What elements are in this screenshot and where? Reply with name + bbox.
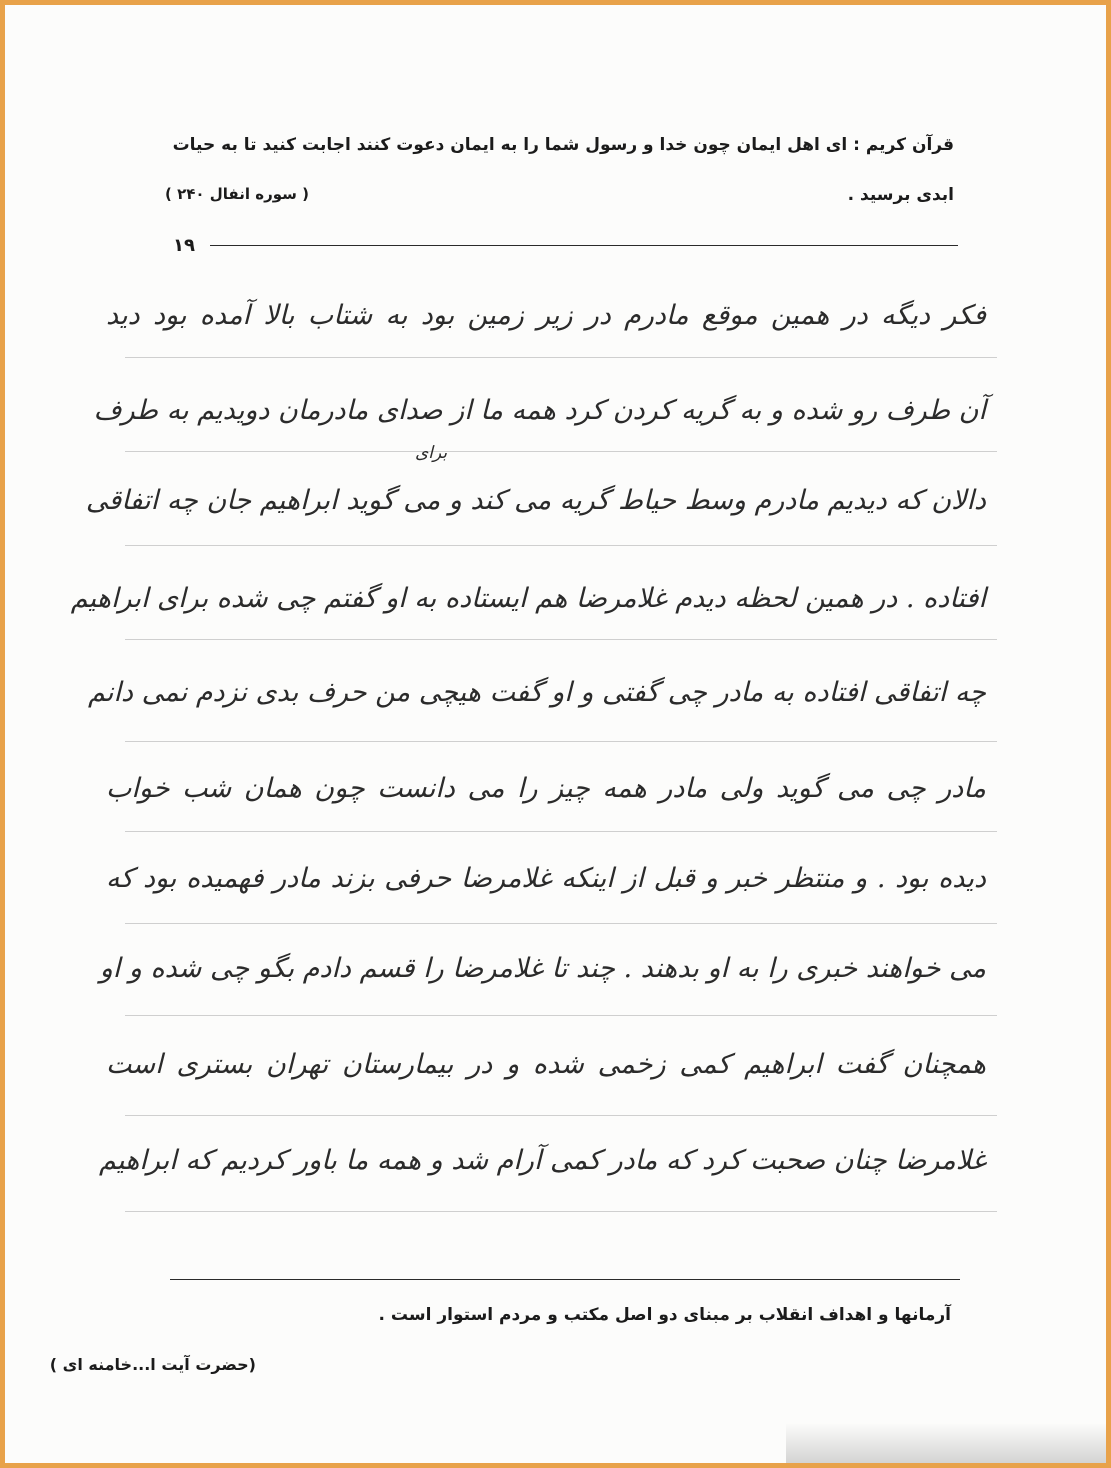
verse-reference: ( سوره انفال ۲۴۰ ) xyxy=(165,185,309,203)
handwritten-line: همچنان گفت ابراهیم کمی زخمی شده و در بیمارستان تهران بستری است xyxy=(106,1049,986,1080)
handwritten-line: آن طرف رو شده و به گریه کردن کرد همه ما از صدای مادرمان دویدیم به طرف xyxy=(93,395,986,426)
quran-verse-line-2: ابدی برسید . xyxy=(847,185,954,205)
handwritten-line: مادر چی می گوید ولی مادر همه چیز را می دانست چون همان شب خواب xyxy=(106,773,987,804)
header-divider xyxy=(210,245,958,246)
ruled-line xyxy=(125,741,997,742)
handwritten-line: فکر دیگه در همین موقع مادرم در زیر زمین بود به شتاب بالا آمده بود دید xyxy=(106,300,986,331)
footer-divider xyxy=(170,1279,960,1280)
quran-verse-line-1: قرآن کریم : ای اهل ایمان چون خدا و رسول شما را به ایمان دعوت کنند اجابت کنید تا به حیات xyxy=(172,135,954,155)
ruled-line xyxy=(125,1115,997,1116)
ruled-line xyxy=(125,831,997,832)
page-number: ۱۹ xyxy=(173,235,195,256)
handwritten-insertion: برای xyxy=(415,443,448,463)
handwritten-line: دیده بود . و منتظر خبر و قبل از اینکه غلامرضا حرفی بزند مادر فهمیده بود که xyxy=(106,863,986,894)
footer-quote: آرمانها و اهداف انقلاب بر مبنای دو اصل مکتب و مردم استوار است . xyxy=(378,1305,951,1325)
handwritten-line: غلامرضا چنان صحبت کرد که مادر کمی آرام شد و همه ما باور کردیم که ابراهیم xyxy=(99,1145,986,1176)
ruled-line xyxy=(125,451,997,452)
handwritten-line: دالان که دیدیم مادرم وسط حیاط گریه می کند و می گوید ابراهیم جان چه اتفاقی xyxy=(85,485,986,516)
handwritten-line: می خواهند خبری را به او بدهند . چند تا غلامرضا را قسم دادم بگو چی شده و او xyxy=(99,953,986,984)
handwritten-line: افتاده . در همین لحظه دیدم غلامرضا هم ایستاده به او گفتم چی شده برای ابراهیم xyxy=(70,583,986,614)
ruled-line xyxy=(125,1015,997,1016)
scan-shadow xyxy=(786,1423,1106,1463)
footer-attribution: (حضرت آیت ا...خامنه ای ) xyxy=(49,1355,256,1374)
handwritten-line: چه اتفاقی افتاده به مادر چی گفتی و او گفت هیچی من حرف بدی نزدم نمی دانم xyxy=(88,677,986,708)
ruled-line xyxy=(125,639,997,640)
ruled-line xyxy=(125,923,997,924)
ruled-line xyxy=(125,357,997,358)
ruled-line xyxy=(125,1211,997,1212)
ruled-line xyxy=(125,545,997,546)
